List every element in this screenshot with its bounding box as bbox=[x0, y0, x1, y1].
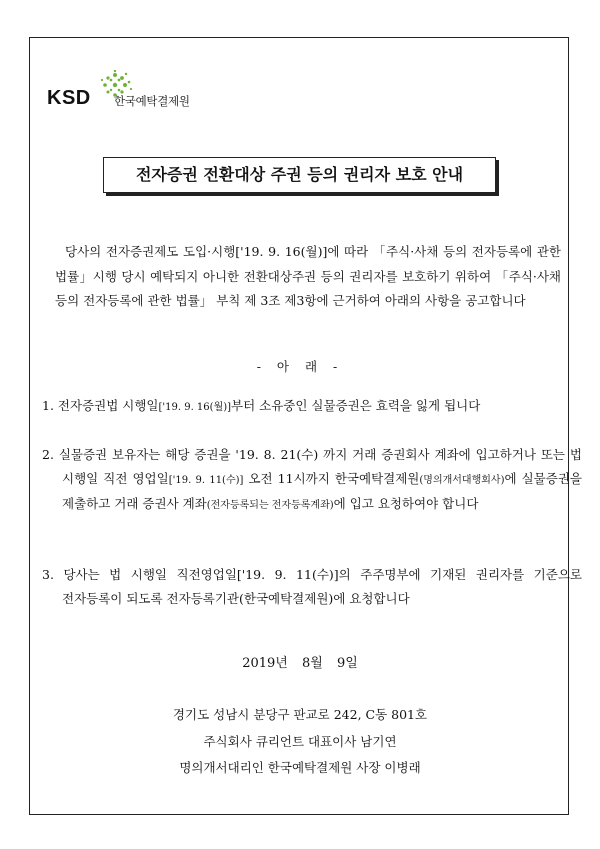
document-frame bbox=[29, 37, 569, 815]
company-address: 경기도 성남시 분당구 판교로 242, C동 801호 bbox=[172, 707, 428, 722]
company-representative: 주식회사 큐리언트 대표이사 남기연 bbox=[203, 734, 397, 749]
notice-date: 2019년 8월 9일 bbox=[242, 656, 358, 671]
item-1-date: ['19. 9. 16(월)] bbox=[158, 402, 232, 413]
page-title: 전자증권 전환대상 주권 등의 권리자 보호 안내 bbox=[103, 157, 496, 193]
item-2-text-d: 에 입고 요청하여야 합니다 bbox=[333, 496, 479, 511]
intro-paragraph: 당사의 전자증권제도 도입·시행['19. 9. 16(월)]에 따라 「주식·사채 등의 전자등록에 관한 법률」시행 당시 예탁되지 아니한 전환대상주권 등의 권리자를 보호하기 위하여 「주식·사채 등의 전자등록에 관한 법률」 부칙 제 3조 제3항에 근거하여 아래의 사항을 공고합니다 bbox=[55, 244, 561, 308]
ksd-logo bbox=[47, 70, 247, 116]
item-2-agent: (명의개서대행회사) bbox=[419, 474, 505, 486]
transfer-agent: 명의개서대리인 한국예탁결제원 사장 이병래 bbox=[179, 760, 421, 775]
item-3-text: 3. 당사는 법 시행일 직전영업일['19. 9. 11(수)]의 주주명부에 기재된 권리자를 기준으로 전자등록이 되도록 전자등록기관(한국예탁결제원)에 요청합니다 bbox=[42, 567, 582, 606]
item-2-text-a: 2. 실물증권 보유자는 해당 증권을 '19. 8. 21(수) 까지 거래 증권회사 계좌에 입고하거나 또는 법 시행일 직전 영업일 bbox=[42, 447, 582, 486]
logo-abbr: KSD bbox=[47, 87, 91, 109]
item-1-text: 1. 전자증권법 시행일 bbox=[42, 398, 159, 413]
item-2-text-c: 에 실물증권을 제출하고 거래 증권사 계좌 bbox=[62, 470, 582, 511]
logo-name: 한국예탁결제원 bbox=[114, 94, 190, 108]
item-2-text-b: 오전 11시까지 한국예탁결제원 bbox=[243, 470, 420, 486]
item-2-account: (전자등록되는 전자등록계좌) bbox=[206, 500, 334, 511]
item-1-text-end: 부터 소유중인 실물증권은 효력을 잃게 됩니다 bbox=[231, 398, 481, 413]
section-label: - 아 래 - bbox=[256, 359, 344, 374]
item-2-date: ['19. 9. 11(수)] bbox=[168, 474, 244, 486]
list-item-3 bbox=[42, 563, 582, 610]
list-item-2 bbox=[42, 443, 582, 518]
list-item-1 bbox=[42, 394, 582, 420]
